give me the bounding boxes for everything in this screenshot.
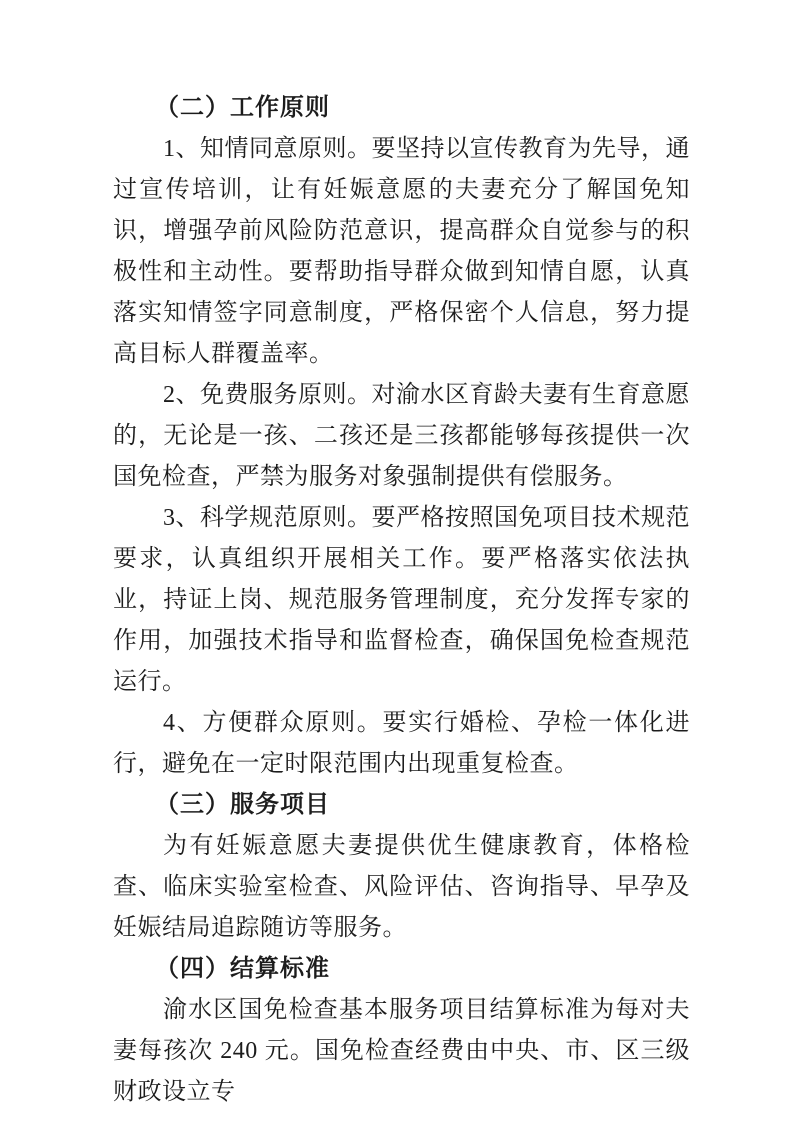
paragraph-convenience-principle: 4、方便群众原则。要实行婚检、孕检一体化进行，避免在一定时限范围内出现重复检查。 xyxy=(113,710,690,777)
paragraph-settlement-standard: 渝水区国免检查基本服务项目结算标准为每对夫妻每孩次 240 元。国免检查经费由中央、市、区三级财政设立专 xyxy=(113,997,690,1105)
page-content xyxy=(113,88,690,1113)
heading-service-items: （三）服务项目 xyxy=(155,792,330,818)
paragraph-free-service-principle: 2、免费服务原则。对渝水区育龄夫妻有生育意愿的，无论是一孩、二孩还是三孩都能够每孩提供一次国免检查，严禁为服务对象强制提供有偿服务。 xyxy=(113,382,690,490)
heading-settlement-standard: （四）结算标准 xyxy=(155,956,330,982)
paragraph-scientific-standard-principle: 3、科学规范原则。要严格按照国免项目技术规范要求，认真组织开展相关工作。要严格落实依法执业，持证上岗、规范服务管理制度，充分发挥专家的作用，加强技术指导和监督检查，确保国免检查规范运行。 xyxy=(113,505,690,695)
paragraph-service-items: 为有妊娠意愿夫妻提供优生健康教育，体格检查、临床实验室检查、风险评估、咨询指导、早孕及妊娠结局追踪随访等服务。 xyxy=(113,833,690,941)
paragraph-informed-consent-principle: 1、知情同意原则。要坚持以宣传教育为先导，通过宣传培训，让有妊娠意愿的夫妻充分了解国免知识，增强孕前风险防范意识，提高群众自觉参与的积极性和主动性。要帮助指导群众做到知情自愿，认真落实知情签字同意制度，严格保密个人信息，努力提高目标人群覆盖率。 xyxy=(113,136,690,367)
heading-work-principles: （二）工作原则 xyxy=(155,95,330,121)
